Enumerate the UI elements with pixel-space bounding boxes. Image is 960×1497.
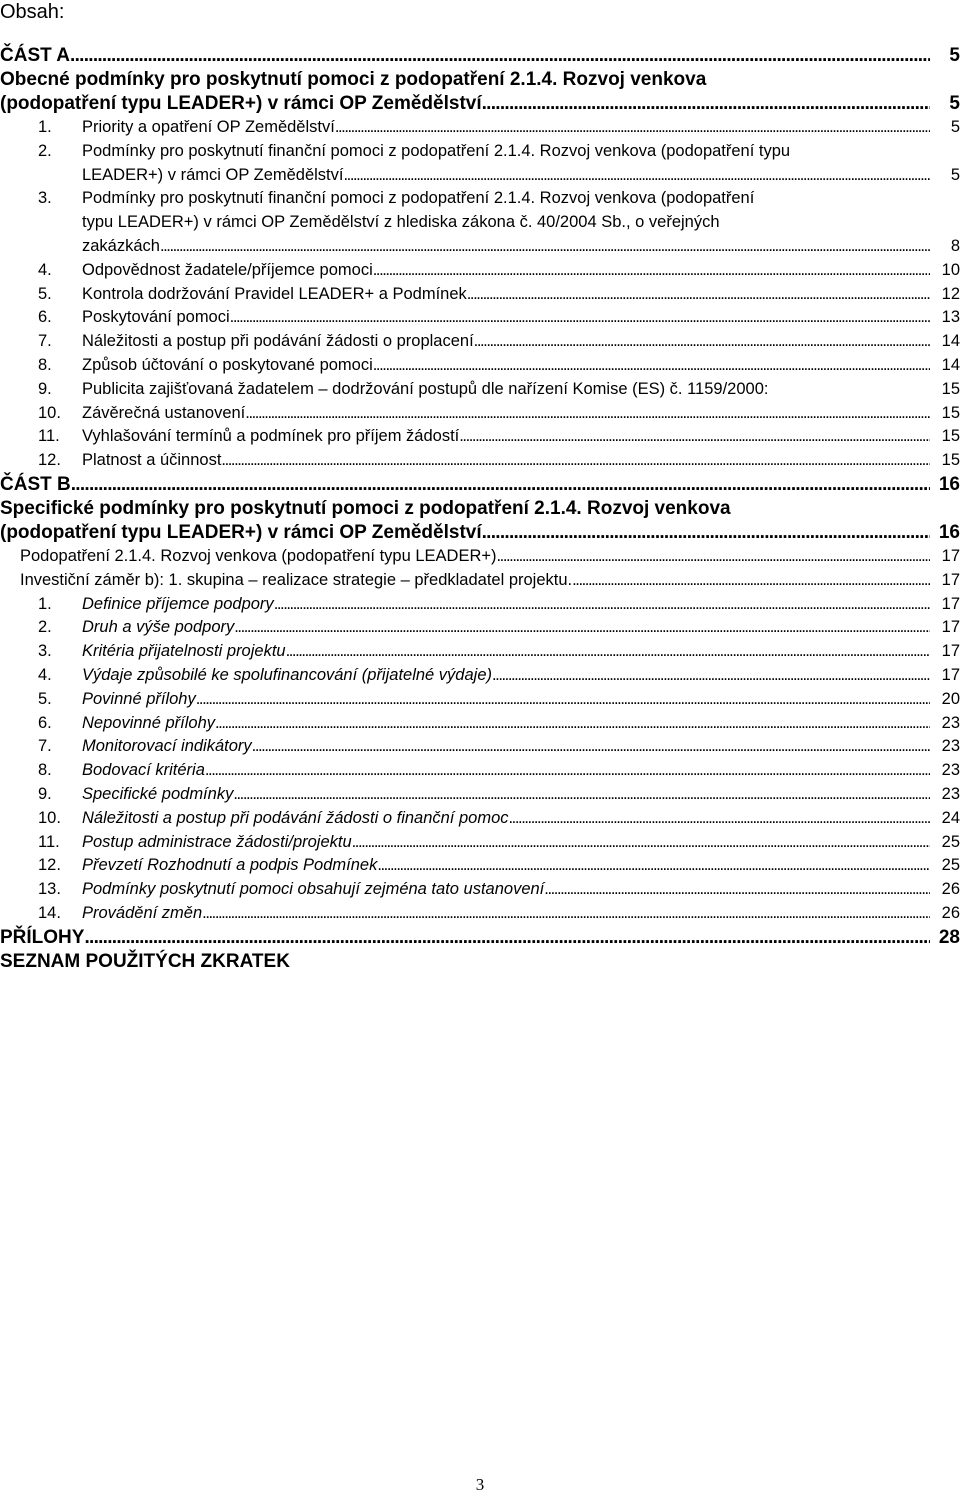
toc-dot-leader [71,473,930,497]
toc-entry[interactable] [0,735,960,759]
toc-entry-title: Druh a výše podpory [82,618,235,637]
toc-entry-page: 17 [941,665,960,684]
toc-entry-page: 28 [938,926,960,948]
toc-entry[interactable] [0,140,960,164]
toc-entry[interactable] [0,545,960,569]
toc-entry-number: 8. [38,761,52,780]
toc-entry-number: 3. [38,642,52,661]
toc-entry[interactable] [0,497,960,521]
toc-entry-title: Podmínky poskytnutí pomoci obsahují zejména tato ustanovení [82,880,545,899]
toc-entry-page: 25 [941,856,960,875]
toc-dot-leader [70,44,930,68]
toc-entry[interactable] [0,259,960,283]
toc-entry-title: zakázkách [82,236,160,255]
toc-entry-title: Specifické podmínky pro poskytnutí pomoci z podopatření 2.1.4. Rozvoj venkova [0,497,731,519]
toc-entry[interactable] [0,211,960,235]
toc-entry-number: 6. [38,308,52,327]
toc-entry[interactable] [0,473,960,497]
toc-entry-number: 6. [38,713,52,732]
toc-entry[interactable] [0,235,960,259]
toc-entry-number: 9. [38,379,52,398]
toc-entry-number: 1. [38,594,52,613]
toc-entry[interactable] [0,92,960,116]
toc-entry-page: 23 [941,761,960,780]
toc-entry-title: ČÁST B [0,473,71,495]
toc-entry-title: Publicita zajišťovaná žadatelem – dodržování postupů dle nařízení Komise (ES) č. 1159/2000: [82,379,769,398]
toc-entry-page: 16 [938,521,960,543]
toc-entry-page: 23 [941,784,960,803]
toc-entry-title: Podmínky pro poskytnutí finanční pomoci z podopatření 2.1.4. Rozvoj venkova (podopatření typu [82,141,791,160]
toc-entry-number: 5. [38,689,52,708]
toc-entry-title: Povinné přílohy [82,689,196,708]
toc-entry-title: Odpovědnost žadatele/příjemce pomoci [82,260,373,279]
toc-entry[interactable] [0,68,960,92]
toc-entry[interactable] [0,902,960,926]
toc-entry[interactable] [0,759,960,783]
toc-entry[interactable] [0,116,960,140]
toc-dot-leader [377,854,930,878]
toc-entry[interactable] [0,187,960,211]
toc-entry-title: Monitorovací indikátory [82,737,252,756]
toc-entry-page: 8 [950,236,960,255]
toc-entry-title: Náležitosti a postup při podávání žádosti o finanční pomoc [82,808,509,827]
toc-dot-leader [252,735,930,759]
toc-entry-page: 25 [941,832,960,851]
toc-entry[interactable] [0,402,960,426]
toc-dot-leader [482,92,930,116]
toc-entry-page: 17 [941,570,960,589]
toc-entry-title: Vyhlašování termínů a podmínek pro příjem žádostí [82,427,460,446]
toc-entry-title: LEADER+) v rámci OP Zemědělství [82,165,344,184]
toc-entry[interactable] [0,593,960,617]
toc-entry-number: 7. [38,332,52,351]
toc-dot-leader [497,545,931,569]
toc-entry-title: Provádění změn [82,903,203,922]
toc-entry[interactable] [0,783,960,807]
toc-entry[interactable] [0,306,960,330]
toc-entry[interactable] [0,616,960,640]
toc-entry-page: 17 [941,594,960,613]
toc-entry[interactable] [0,164,960,188]
toc-entry-title: Platnost a účinnost [82,451,222,470]
toc-dot-leader [205,759,930,783]
toc-entry-number: 10. [38,808,61,827]
toc-dot-leader [215,712,930,736]
toc-entry-title: Kritéria přijatelnosti projektu [82,642,286,661]
toc-entry-page: 12 [941,284,960,303]
toc-entry-page: 23 [941,713,960,732]
toc-entry[interactable] [0,283,960,307]
toc-entry-page: 24 [941,808,960,827]
toc-dot-leader [467,283,930,307]
toc-entry-number: 10. [38,403,61,422]
toc-entry-page: 17 [941,546,960,565]
table-of-contents [0,44,960,974]
toc-entry-title: typu LEADER+) v rámci OP Zemědělství z hlediska zákona č. 40/2004 Sb., o veřejných [82,213,720,232]
toc-entry-title: Nepovinné přílohy [82,713,215,732]
toc-dot-leader [160,235,930,259]
toc-entry[interactable] [0,688,960,712]
toc-dot-leader [352,831,930,855]
toc-entry-number: 11. [38,832,60,851]
toc-entry-title: Investiční záměr b): 1. skupina – realizace strategie – předkladatel projektu. [20,570,573,589]
toc-dot-leader [572,569,930,593]
toc-entry-title: Definice příjemce podpory [82,594,274,613]
toc-entry-page: 14 [941,355,960,374]
toc-entry-number: 14. [38,903,61,922]
toc-entry-number: 4. [38,260,52,279]
toc-entry-page: 10 [941,260,960,279]
toc-dot-leader [373,354,930,378]
toc-entry-title: Bodovací kritéria [82,761,205,780]
toc-entry-page: 20 [941,689,960,708]
toc-entry[interactable] [0,330,960,354]
toc-dot-leader [492,664,930,688]
toc-entry-page: 15 [941,427,960,446]
toc-entry-page: 26 [941,903,960,922]
toc-entry[interactable] [0,878,960,902]
toc-entry-page: 17 [941,642,960,661]
toc-entry[interactable] [0,378,960,402]
toc-entry-title: (podopatření typu LEADER+) v rámci OP Zemědělství [0,93,482,114]
toc-entry-number: 4. [38,665,52,684]
toc-entry[interactable] [0,926,960,950]
toc-entry[interactable] [0,354,960,378]
toc-entry-number: 2. [38,618,52,637]
toc-entry-title: Náležitosti a postup při podávání žádosti o proplacení [82,332,474,351]
toc-entry-title: Poskytování pomoci [82,308,230,327]
toc-entry-number: 2. [38,141,52,160]
toc-entry-title: Závěrečná ustanovení [82,403,246,422]
toc-entry[interactable] [0,521,960,545]
toc-entry-number: 1. [38,118,52,136]
toc-entry-number: 11. [38,427,60,446]
toc-dot-leader [233,783,930,807]
toc-dot-leader [245,402,930,426]
toc-entry-title: Podopatření 2.1.4. Rozvoj venkova (podopatření typu LEADER+) [20,546,497,565]
toc-entry-number: 8. [38,355,52,374]
toc-entry-page: 5 [950,118,960,136]
toc-entry-title: Kontrola dodržování Pravidel LEADER+ a Podmínek [82,284,467,303]
toc-dot-leader [343,164,930,188]
toc-entry-title: Způsob účtování o poskytované pomoci [82,355,373,374]
toc-heading: Obsah: [0,1,65,23]
toc-dot-leader [234,616,930,640]
toc-entry[interactable] [0,449,960,473]
toc-dot-leader [509,807,930,831]
toc-entry-page: 16 [938,473,960,495]
toc-entry[interactable] [0,569,960,593]
toc-entry-title: Specifické podmínky [82,784,234,803]
toc-dot-leader [459,425,930,449]
toc-dot-leader [286,640,930,664]
toc-entry[interactable] [0,44,960,68]
toc-entry[interactable] [0,831,960,855]
toc-entry[interactable] [0,807,960,831]
toc-entry-number: 12. [38,451,61,470]
toc-entry[interactable] [0,664,960,688]
toc-entry-title: PŘÍLOHY [0,926,85,948]
toc-entry-title: SEZNAM POUŽITÝCH ZKRATEK [0,950,290,972]
toc-dot-leader [335,116,930,140]
toc-entry-page: 15 [941,379,960,398]
toc-entry-title: Podmínky pro poskytnutí finanční pomoci z podopatření 2.1.4. Rozvoj venkova (podopatření [82,189,755,208]
toc-entry-page: 15 [941,451,960,470]
toc-entry-page: 15 [941,403,960,422]
toc-entry-number: 12. [38,856,61,875]
toc-entry-number: 9. [38,784,52,803]
toc-entry-title: Výdaje způsobilé ke spolufinancování (přijatelné výdaje) [82,665,492,684]
toc-entry-title: ČÁST A [0,45,71,66]
toc-entry-page: 14 [941,332,960,351]
toc-dot-leader [373,259,930,283]
toc-entry-number: 13. [38,880,61,899]
toc-dot-leader [230,306,930,330]
toc-dot-leader [202,902,930,926]
toc-dot-leader [84,926,930,950]
toc-entry-page: 13 [941,308,960,327]
toc-entry-number: 3. [38,189,52,208]
toc-entry-page: 5 [950,165,960,184]
toc-entry[interactable] [0,640,960,664]
page-number: 3 [475,1475,485,1494]
toc-entry[interactable] [0,854,960,878]
toc-dot-leader [274,593,930,617]
toc-entry-title: Priority a opatření OP Zemědělství [82,118,335,136]
toc-dot-leader [482,521,930,545]
toc-entry-title: Postup administrace žádosti/projektu [82,832,352,851]
toc-dot-leader [474,330,930,354]
toc-entry[interactable] [0,425,960,449]
toc-entry-number: 7. [38,737,52,756]
toc-entry-title: Převzetí Rozhodnutí a podpis Podmínek [82,856,378,875]
toc-entry[interactable] [0,950,960,974]
toc-entry-page: 5 [949,93,960,114]
toc-entry-page: 23 [941,737,960,756]
toc-entry-title: (podopatření typu LEADER+) v rámci OP Zemědělství [0,521,482,543]
toc-entry-page: 26 [941,880,960,899]
toc-dot-leader [221,449,930,473]
toc-entry[interactable] [0,712,960,736]
toc-entry-number: 5. [38,284,52,303]
toc-dot-leader [196,688,930,712]
toc-entry-title: Obecné podmínky pro poskytnutí pomoci z podopatření 2.1.4. Rozvoj venkova [0,69,707,90]
toc-dot-leader [544,878,930,902]
toc-entry-page: 5 [949,45,960,66]
toc-entry-page: 17 [941,618,960,637]
